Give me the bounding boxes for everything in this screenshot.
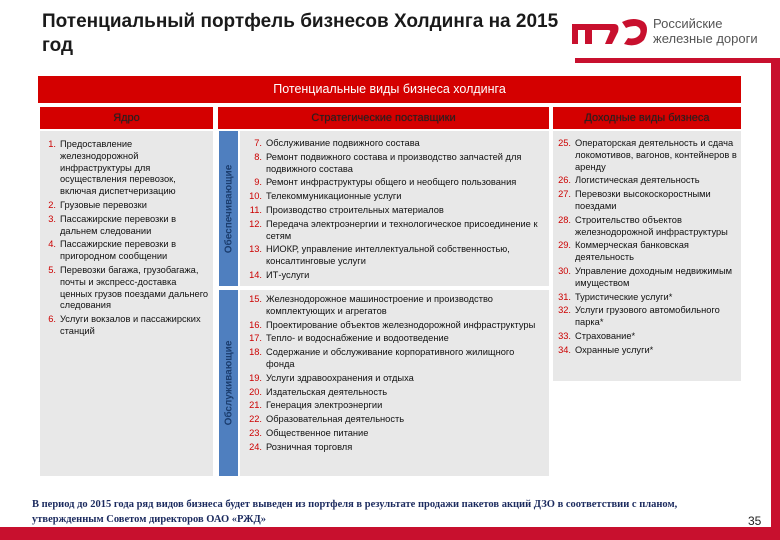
item-text: Строительство объектов железнодорожной инфраструктуры bbox=[575, 214, 728, 237]
list-item bbox=[553, 215, 737, 239]
list-item bbox=[40, 265, 209, 312]
item-text: Телекоммуникационные услуги bbox=[266, 191, 402, 202]
item-text: Предоставление железнодорожной инфраструктуры для осуществления перевозок, включая диспетчеризацию bbox=[60, 139, 176, 197]
group-label-text: Обслуживающие bbox=[223, 340, 234, 426]
frame-top bbox=[575, 58, 780, 63]
list-item bbox=[240, 244, 545, 268]
item-number: 32. bbox=[558, 305, 571, 316]
list-item bbox=[240, 333, 545, 345]
item-number: 16. bbox=[249, 319, 262, 330]
group-label-servicing bbox=[219, 290, 238, 476]
list-item bbox=[40, 214, 209, 238]
item-text: Содержание и обслуживание корпоративного жилищного фонда bbox=[266, 347, 515, 369]
item-number: 25. bbox=[558, 138, 571, 148]
item-number: 2. bbox=[48, 199, 56, 210]
item-text: НИОКР, управление интеллектуальной собственностью, консалтинговые услуги bbox=[266, 244, 510, 267]
item-text: Пассажирские перевозки в пригородном сообщении bbox=[60, 239, 177, 262]
item-number: 29. bbox=[558, 240, 571, 251]
item-number: 18. bbox=[249, 347, 262, 358]
item-number: 4. bbox=[48, 239, 56, 250]
item-text: Розничная торговля bbox=[266, 441, 353, 452]
item-text: Операторская деятельность и сдача локомотивов, вагонов, контейнеров в аренду bbox=[575, 138, 737, 172]
servicing-list bbox=[240, 290, 549, 454]
item-text: Передача электроэнергии и технологическое присоединение к сетям bbox=[266, 218, 538, 241]
slide-title: Потенциальный портфель бизнесов Холдинга на 2015 год bbox=[42, 11, 559, 56]
footnote: В период до 2015 года ряд видов бизнеса будет выведен из портфеля в результате продажи пакетов акций ДЗО в соответствии с планом, утвержденным Советом директоров ОАО «РЖД» bbox=[32, 499, 678, 525]
item-text: Издательская деятельность bbox=[266, 386, 388, 397]
item-number: 10. bbox=[249, 191, 262, 202]
item-number: 21. bbox=[249, 400, 262, 411]
profit-panel bbox=[553, 131, 741, 381]
list-item bbox=[240, 347, 545, 371]
item-number: 30. bbox=[558, 265, 571, 276]
rzd-logo-icon bbox=[570, 14, 650, 48]
core-header: Ядро bbox=[40, 107, 213, 129]
item-number: 12. bbox=[249, 218, 262, 229]
item-text: Перевозки багажа, грузобагажа, почты и экспресс-доставка ценных грузов поездами дальнего следования bbox=[60, 264, 209, 311]
item-text: Перевозки высокоскоростными поездами bbox=[575, 189, 711, 211]
item-text: Услуги вокзалов и пассажирских станций bbox=[60, 314, 201, 336]
profit-list bbox=[553, 131, 741, 357]
item-text: Общественное питание bbox=[266, 427, 369, 438]
frame-bottom bbox=[0, 527, 780, 540]
frame-right bbox=[771, 58, 780, 540]
list-item bbox=[40, 139, 209, 198]
item-text: Охранные услуги* bbox=[575, 344, 654, 355]
item-number: 3. bbox=[48, 213, 56, 224]
item-number: 26. bbox=[558, 175, 571, 186]
strategic-panel-2 bbox=[240, 290, 549, 476]
list-item bbox=[553, 345, 737, 357]
list-item bbox=[240, 400, 545, 412]
item-number: 13. bbox=[249, 244, 262, 255]
item-text: Услуги здравоохранения и отдыха bbox=[266, 372, 414, 383]
list-item bbox=[553, 175, 737, 187]
item-text: Проектирование объектов железнодорожной инфраструктуры bbox=[266, 319, 536, 330]
list-item bbox=[40, 239, 209, 263]
item-text: Ремонт подвижного состава и производство запчастей для подвижного состава bbox=[266, 151, 522, 174]
item-text: Ремонт инфраструктуры общего и необщего пользования bbox=[266, 177, 517, 188]
list-item bbox=[553, 266, 737, 290]
list-item bbox=[240, 373, 545, 385]
item-number: 19. bbox=[249, 372, 262, 383]
list-item bbox=[240, 138, 545, 150]
item-number: 31. bbox=[558, 291, 571, 302]
list-item bbox=[240, 320, 545, 332]
list-item bbox=[240, 152, 545, 176]
list-item bbox=[240, 428, 545, 440]
list-item bbox=[240, 387, 545, 399]
list-item bbox=[240, 177, 545, 189]
item-number: 14. bbox=[249, 269, 262, 280]
supporting-list bbox=[240, 131, 549, 282]
item-number: 11. bbox=[249, 204, 262, 215]
item-number: 24. bbox=[249, 441, 262, 452]
item-text: Пассажирские перевозки в дальнем следовании bbox=[60, 213, 177, 236]
rzd-logo bbox=[570, 14, 770, 48]
list-item bbox=[553, 240, 737, 264]
list-item bbox=[240, 219, 545, 243]
item-text: Образовательная деятельность bbox=[266, 414, 405, 425]
item-text: Производство строительных материалов bbox=[266, 204, 444, 215]
list-item bbox=[40, 200, 209, 212]
item-text: Коммерческая банковская деятельность bbox=[575, 240, 689, 263]
item-text: ИТ-услуги bbox=[266, 269, 310, 280]
item-number: 33. bbox=[558, 330, 571, 341]
item-text: Обслуживание подвижного состава bbox=[266, 138, 420, 148]
item-number: 34. bbox=[558, 344, 571, 355]
item-number: 5. bbox=[48, 264, 56, 275]
item-number: 8. bbox=[254, 151, 262, 162]
item-number: 7. bbox=[254, 138, 262, 148]
list-item bbox=[240, 442, 545, 454]
core-panel bbox=[40, 131, 213, 476]
list-item bbox=[553, 292, 737, 304]
item-number: 22. bbox=[249, 414, 262, 425]
item-number: 28. bbox=[558, 214, 571, 225]
list-item bbox=[240, 270, 545, 282]
list-item bbox=[553, 138, 737, 173]
item-number: 20. bbox=[249, 386, 262, 397]
item-number: 23. bbox=[249, 427, 262, 438]
list-item bbox=[240, 414, 545, 426]
list-item bbox=[553, 305, 737, 329]
item-text: Управление доходным недвижимым имуществом bbox=[575, 265, 733, 288]
group-label-text: Обеспечивающие bbox=[223, 164, 234, 253]
item-text: Страхование* bbox=[575, 330, 636, 341]
strategic-header: Стратегические поставщики bbox=[218, 107, 549, 129]
group-label-supporting bbox=[219, 131, 238, 286]
main-header: Потенциальные виды бизнеса холдинга bbox=[38, 76, 741, 103]
list-item bbox=[240, 205, 545, 217]
core-list bbox=[40, 131, 213, 338]
item-number: 6. bbox=[48, 314, 56, 325]
page-number: 35 bbox=[748, 514, 762, 528]
logo-line1: Российские bbox=[653, 16, 723, 31]
item-number: 9. bbox=[254, 177, 262, 188]
item-text: Генерация электроэнергии bbox=[266, 400, 383, 411]
list-item bbox=[40, 314, 209, 338]
item-text: Тепло- и водоснабжение и водоотведение bbox=[266, 333, 449, 344]
item-text: Логистическая деятельность bbox=[575, 175, 700, 186]
profit-header: Доходные виды бизнеса bbox=[553, 107, 741, 129]
item-text: Услуги грузового автомобильного парка* bbox=[575, 305, 720, 328]
item-number: 15. bbox=[249, 294, 262, 304]
item-text: Грузовые перевозки bbox=[60, 199, 147, 210]
list-item bbox=[553, 331, 737, 343]
list-item bbox=[240, 191, 545, 203]
item-number: 17. bbox=[249, 333, 262, 344]
item-text: Железнодорожное машиностроение и производство комплектующих и агрегатов bbox=[266, 294, 493, 316]
strategic-panel-1 bbox=[240, 131, 549, 286]
item-number: 27. bbox=[558, 189, 571, 200]
item-number: 1. bbox=[48, 139, 56, 149]
list-item bbox=[553, 189, 737, 213]
item-text: Туристические услуги* bbox=[575, 291, 673, 302]
list-item bbox=[240, 294, 545, 318]
logo-line2: железные дороги bbox=[653, 31, 758, 46]
